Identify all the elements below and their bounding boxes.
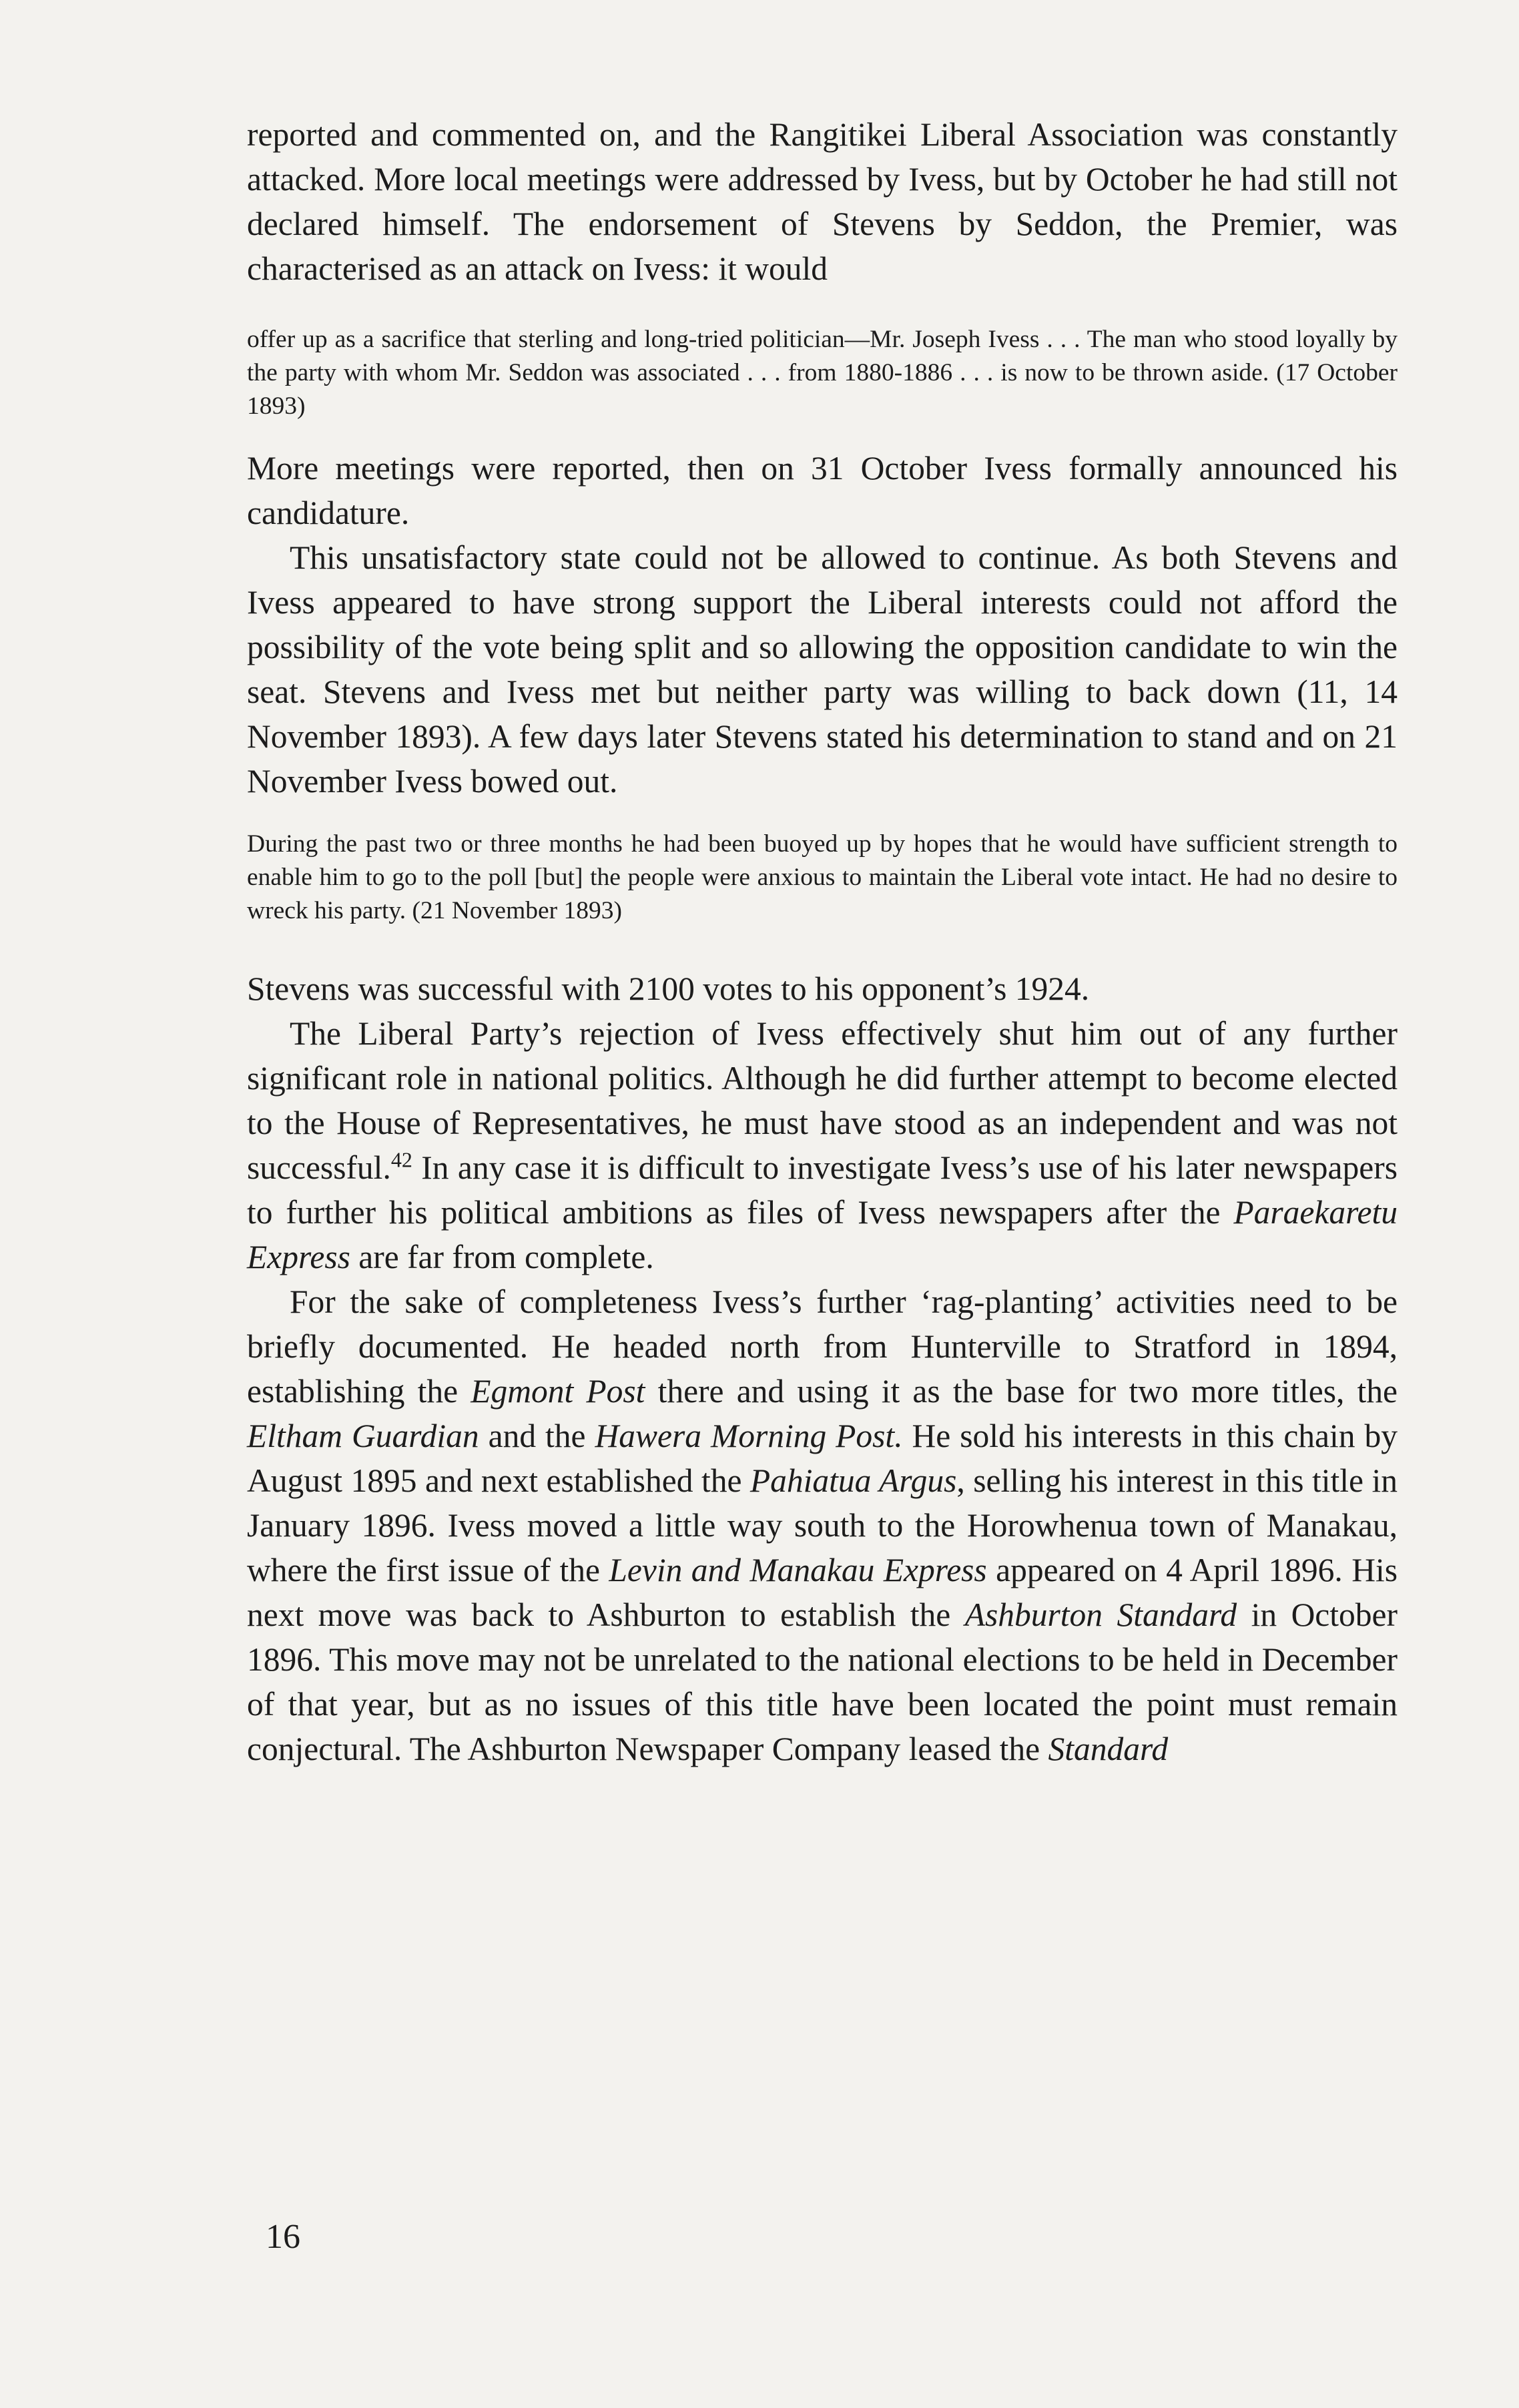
italic-title: Pahiatua Argus	[749, 1462, 957, 1499]
text-run: For the sake of completeness Ivess’s further ‘rag-planting’ activities need to be briefly documented. He headed north from Hunterville to Stratford in 1894, establishing the	[247, 1283, 1398, 1410]
text-run: Stevens was successful with 2100 votes to his opponent’s 1924.	[247, 970, 1090, 1007]
italic-title: Standard	[1048, 1731, 1169, 1767]
block-quote	[247, 828, 1398, 928]
text-run: He sold his interests in this chain by August 1895 and next established the	[247, 1418, 1398, 1499]
footnote-ref: 42	[390, 1147, 412, 1172]
body-paragraph	[247, 112, 1398, 291]
text-run: This unsatisfactory state could not be allowed to continue. As both Stevens and Ivess appeared to have strong support the Liberal interests could not afford the possibility of the vote being split and so allowing the opposition candidate to win the seat. Stevens and Ivess met but neither party was willing to back down (11, 14 November 1893). A few days later Stevens stated his determination to stand and on 21 November Ivess bowed out.	[247, 539, 1398, 800]
text-run: there and using it as the base for two more titles, the	[645, 1373, 1398, 1410]
text-run: The Liberal Party’s rejection of Ivess effectively shut him out of any further significant role in national politics. Although he did further attempt to become elected to the House of Representatives, he must have stood as an independent and was not successful.	[247, 1015, 1398, 1186]
italic-title: Levin and Manakau Express	[609, 1552, 987, 1588]
italic-title: Eltham Guardian	[247, 1418, 479, 1454]
italic-title: Ashburton Standard	[964, 1596, 1237, 1633]
body-paragraph	[247, 966, 1398, 1011]
text-run: In any case it is difficult to investigate Ivess’s use of his later newspapers to further his political ambitions as files of Ivess newspapers after the	[247, 1149, 1398, 1231]
italic-title: Paraekaretu Express	[247, 1194, 1398, 1275]
text-run: During the past two or three months he had been buoyed up by hopes that he would have sufficient strength to enable him to go to the poll [but] the people were anxious to maintain the Liberal vote intact. He had no desire to wreck his party. (21 November 1893)	[247, 830, 1398, 924]
body-paragraph	[247, 1279, 1398, 1771]
body-paragraph	[247, 535, 1398, 804]
body-paragraph	[247, 446, 1398, 535]
body-paragraph	[247, 1011, 1398, 1279]
italic-title: Hawera Morning Post.	[595, 1418, 903, 1454]
text-run: in October 1896. This move may not be unrelated to the national elections to be held in December of that year, but as no issues of this title have been located the point must remain conjectural. The Ashburton Newspaper Company leased the	[247, 1596, 1398, 1767]
page-number: 16	[266, 2218, 300, 2256]
italic-title: Egmont Post	[471, 1373, 645, 1410]
text-run: reported and commented on, and the Rangitikei Liberal Association was constantly attacked. More local meetings were addressed by Ivess, but by October he had still not declared himself. The endorsement of Stevens by Seddon, the Premier, was characterised as an attack on Ivess: it would	[247, 116, 1398, 287]
page-body	[247, 112, 1398, 1771]
text-run: , selling his interest in this title in January 1896. Ivess moved a little way south to the Horowhenua town of Manakau, where the first issue of the	[247, 1462, 1398, 1588]
text-run: are far from complete.	[350, 1239, 654, 1275]
text-run: and the	[479, 1418, 595, 1454]
text-run: offer up as a sacrifice that sterling and long-tried politician—Mr. Joseph Ivess . . . The man who stood loyally by the party with whom Mr. Seddon was associated . . . from 1880-1886 . . . is now to be thrown aside. (17 October 1893)	[247, 326, 1398, 420]
text-run: More meetings were reported, then on 31 October Ivess formally announced his candidature.	[247, 450, 1398, 531]
block-quote	[247, 323, 1398, 423]
text-run: appeared on 4 April 1896. His next move was back to Ashburton to establish the	[247, 1552, 1398, 1633]
